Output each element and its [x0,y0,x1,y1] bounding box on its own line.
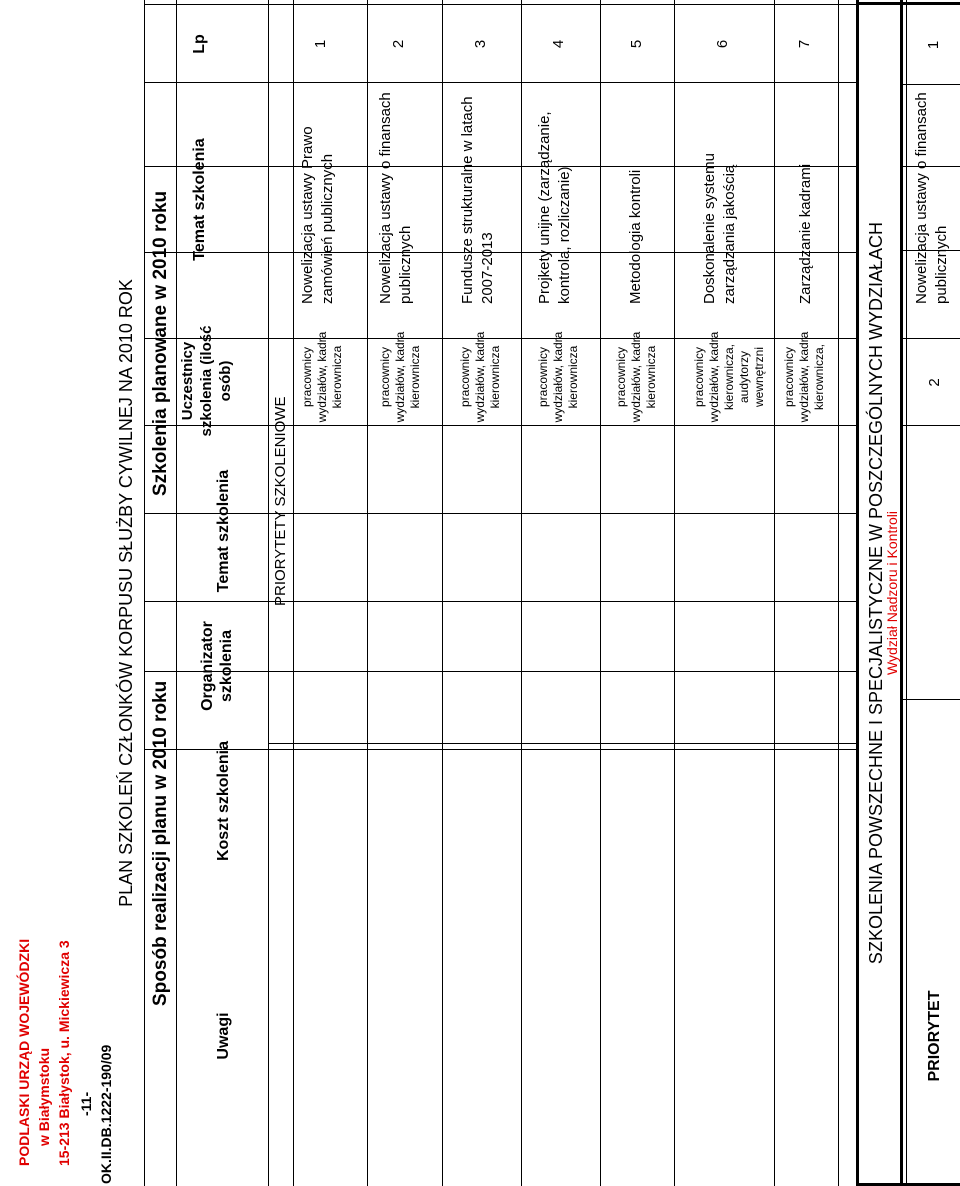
header-participants: Uczestnicy szkolenia (ilość osób) [179,325,234,437]
row-topic: Nowelizacja ustawy o finansach publicznych [377,92,414,304]
row-line [144,252,856,253]
row-participants: 2 [926,378,943,387]
column-line [774,0,775,1186]
row-topic: Nowelizacja ustawy Prawo zamówień publicznych [299,126,336,304]
row-lp: 2 [390,39,407,49]
dept-row-line [900,699,960,700]
header-notes: Uwagi [215,1012,232,1060]
row-participants: pracownicy wydziałów, kadra kierownicza [378,331,422,423]
institution-name: PODLASKI URZĄD WOJEWÓDZKI [16,938,32,1166]
document-title: PLAN SZKOLEŃ CZŁONKÓW KORPUSU SŁUŻBY CYWILNEJ NA 2010 ROK [116,279,136,907]
row-participants: pracownicy wydziałów, kadra kierownicza [536,331,580,423]
column-line [367,0,368,1186]
header-topic: Temat szkolenia [191,138,208,261]
table-border-top [144,0,145,1186]
header-lp: Lp [191,34,208,54]
column-line [674,0,675,1186]
column-line [838,0,839,1186]
row-line [144,671,856,672]
row-line [144,513,856,514]
row-lp: 1 [312,39,329,49]
column-line [293,0,294,1186]
header-topic-2: Temat szkolenia [215,469,232,593]
dept-line [906,0,907,1186]
group-header-line [176,0,177,1186]
row-topic: Zarządzanie kadrami [797,163,814,304]
row-line [144,601,856,602]
column-line [600,0,601,1186]
section-general: SZKOLENIA POWSZECHNE I SPECJALISTYCZNE W POSZCZEGÓLNYCH WYDZIAŁACH [866,221,886,965]
institution-address: 15-213 Białystok, u. Mickiewicza 3 [56,940,72,1166]
row-lp: 5 [628,39,645,49]
row-topic: Doskonalenie systemu zarządzania jakością [701,153,738,304]
institution-city: w Białymstoku [36,1047,52,1146]
column-line [521,0,522,1186]
department-name: Wydział Nadzoru i Kontroli [884,510,900,676]
page-marker: -11- [78,1091,94,1116]
header-organizer: Organizator szkolenia [199,621,235,711]
row-participants: pracownicy wydziałów, kadra kierownicza [458,331,502,423]
row-notes: PRIORYTET [926,990,943,1082]
row-line [144,166,856,167]
row-line [144,749,856,750]
row-lp: 3 [472,39,489,49]
row-line [144,82,856,83]
row-participants: pracownicy wydziałów, kadra kierownicza [614,331,658,423]
section-line [900,0,903,1186]
row-lp: 1 [925,40,942,50]
left-group-header: Szkolenia planowane w 2010 roku [150,190,171,496]
right-group-header: Sposób realizacji planu w 2010 roku [150,680,171,1006]
row-topic: Fundusze strukturalne w latach 2007-2013 [459,96,496,304]
reference-number: OK.II.DB.1222-190/09 [98,1044,114,1184]
row-participants: pracownicy wydziałów, kadra kierownicza, [782,331,826,423]
row-topic: Metodologia kontroli [627,169,644,304]
section-line [856,0,859,1186]
section-priorities: PRIORYTETY SZKOLENIOWE [272,396,289,606]
row-lp: 4 [550,39,567,49]
column-line [442,0,443,1186]
row-participants: pracownicy wydziałów, kadra kierownicza, audytorzy wewnętrzni [692,331,766,423]
priority-section-line [268,743,856,744]
column-line [268,0,269,1186]
row-lp: 7 [796,39,813,49]
row-topic: Nowelizacja ustawy o finansach publicznych [913,92,950,304]
row-topic: Projkety unijne (zarządzanie, kontrola, rozliczanie) [536,111,573,304]
header-cost: Koszt szkolenia [215,740,232,862]
row-lp: 6 [714,39,731,49]
row-participants: pracownicy wydziałów, kadra kierownicza [300,331,344,423]
